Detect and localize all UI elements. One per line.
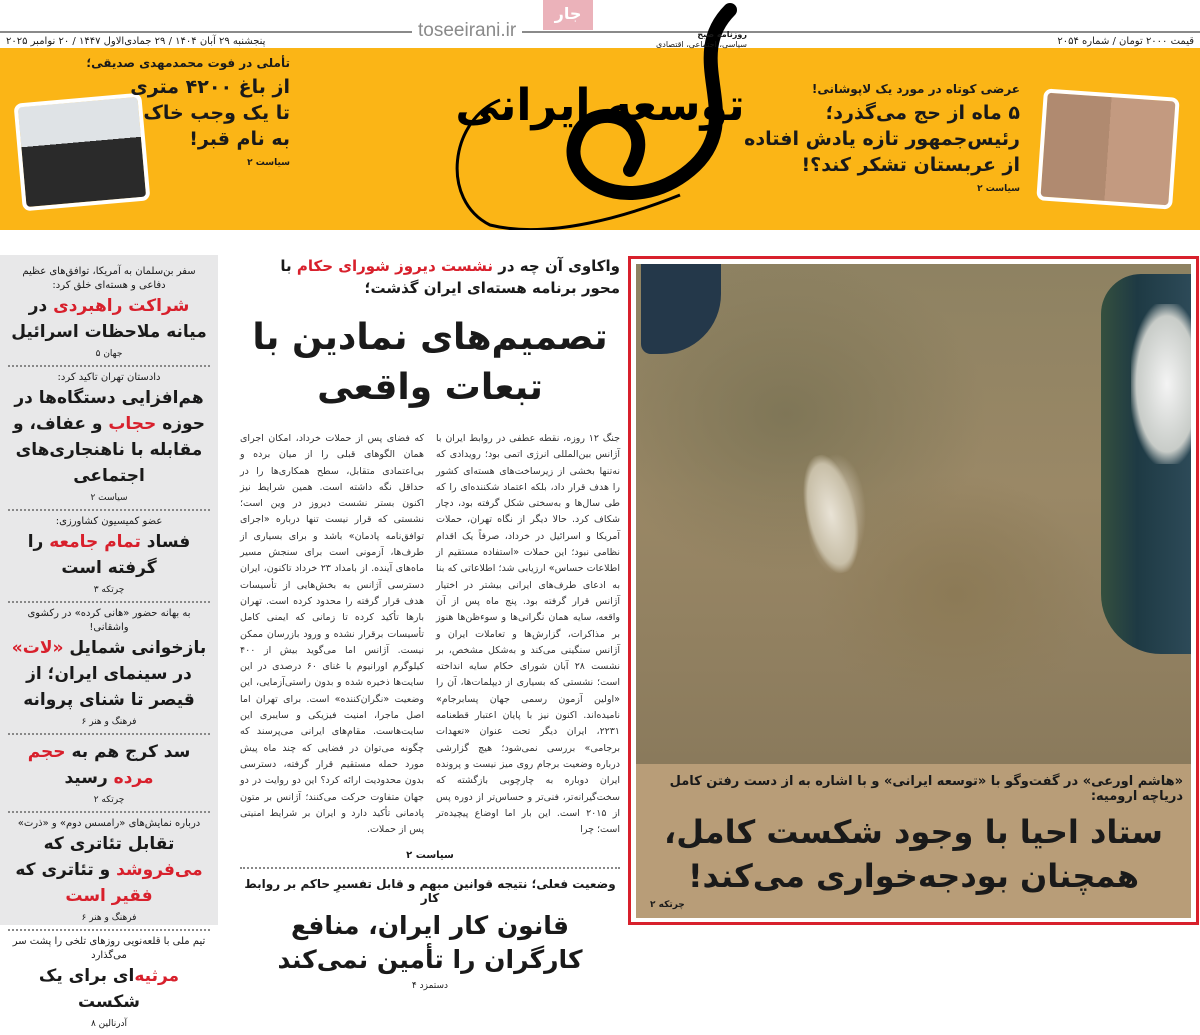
highlight-text: شراکت راهبردی xyxy=(53,296,190,316)
sidebar-section: آدرنالین ۸ xyxy=(90,1019,128,1029)
logo-text: توسعه ایرانی xyxy=(455,80,745,131)
highlight-text: حجاب xyxy=(108,414,157,434)
text: و عفاف، و مقابله با ناهنجاری‌های اجتماعی xyxy=(13,414,203,486)
sidebar-headline xyxy=(8,963,210,1015)
feature-headline[interactable]: ستاد احیا با وجود شکست کامل، همچنان بودجه‌خواری می‌کند! xyxy=(664,813,1163,895)
text: با محور برنامه هسته‌ای ایران گذشت؛ xyxy=(280,257,620,297)
sidebar-kicker: سفر بن‌سلمان به آمریکا، توافق‌های عظیم دفاعی و هسته‌ای خلق کرد: xyxy=(22,266,196,291)
feature-section: چرتکه ۲ xyxy=(650,900,685,910)
highlight-text: تمام جامعه xyxy=(49,532,141,552)
teaser-section: سیاست ۲ xyxy=(247,158,290,168)
sidebar-story[interactable] xyxy=(8,511,210,603)
lake-urmia-image xyxy=(794,450,868,578)
highlight-text: می‌فروشد xyxy=(116,860,203,880)
teaser-kicker: عرضی کوتاه در مورد یک لاپوشانی! xyxy=(811,82,1020,96)
sidebar-story[interactable] xyxy=(8,813,210,931)
sidebar-headline xyxy=(8,739,210,791)
text: در میانه ملاحظات اسرائیل xyxy=(11,296,207,342)
issue-date: پنجشنبه ۲۹ آبان ۱۴۰۴ / ۲۹ جمادی‌الاول ۱۴۴۷ / ۲۰ نوامبر ۲۰۲۵ xyxy=(6,36,266,47)
sidebar-story[interactable] xyxy=(8,261,210,367)
sidebar-section: جهان ۵ xyxy=(95,349,123,359)
article-column-right: جنگ ۱۲ روزه، نقطه عطفی در روابط ایران با آژانس بین‌المللی انرژی اتمی بود؛ رویدادی که نه‌تنها بخشی از زیرساخت‌های هسته‌ای کشور را هدف قرار داد، بلکه اعتماد شکننده‌ای را که طی سال‌ها و به‌سختی شکل گرفته بود، دچار شکاف کرد. حالا دیگر از نگاه تهران، حملات آمریکا و اسرائیل در خرداد، صرفاً یک اقدام نظامی نبود؛ این حملات «استفاده مستقیم از اطلاعات حساس» ارزیابی شد؛ اطلاعاتی که بنا به ادعای طرف‌های ایرانی بیشتر در اختیار آژانس قرار گرفته بود. پنج ماه پس از آن واقعه، سایه همان نگرانی‌ها و سوءظن‌ها هنوز بر مذاکرات، گزارش‌ها و تعاملات ایران و آژانس سنگینی می‌کند و به‌شکل مشخص، بر نشست ۲۸ آبان شورای حکام سایه انداخته است؛ نشستی که بسیاری از دیپلمات‌ها، آن را «اولین آزمون رسمی جهان پسابرجام» نامیده‌اند. اکنون نیز با پایان اعتبار قطعنامه ۲۲۳۱، ایران دیگر تحت عنوان «تعهدات برجامی» بررسی نمی‌شود؛ هیچ گزارشی درباره وضعیت برجام روی میز نیست و پرونده ایران دوباره به چارچوبی بازگشته که سخت‌گیرانه‌تر، فنی‌تر و حساس‌تر از دوره پس از ۲۰۱۵ است. این بار اما اوضاع پیچیده‌تر است؛ چرا xyxy=(436,433,621,836)
highlight-text: نشست دیروز شورای حکام xyxy=(296,257,494,275)
law-kicker: وضعیت فعلی؛ نتیجه قوانین مبهم و قابل تفسیرِ حاکم بر روابط کار xyxy=(244,877,616,906)
sidebar-kicker: دادستان تهران تاکید کرد: xyxy=(57,372,161,383)
text: فساد xyxy=(140,532,191,552)
watermark: جار xyxy=(543,0,593,30)
sidebar-section: چرتکه ۲ xyxy=(93,795,125,805)
highlight-text: مرثیه xyxy=(134,966,180,986)
issue-price-number: قیمت ۲۰۰۰ تومان / شماره ۲۰۵۴ xyxy=(1057,36,1194,47)
highlight-text: فقیر است xyxy=(65,886,153,906)
sidebar-headline xyxy=(8,831,210,909)
sidebar-section: سیاست ۲ xyxy=(90,493,128,503)
text: سد کرج هم به xyxy=(65,742,191,762)
satellite-image xyxy=(636,264,1191,764)
sidebar-section: فرهنگ و هنر ۶ xyxy=(81,913,137,923)
text: را گرفته است xyxy=(27,532,157,578)
main-headline[interactable]: تصمیم‌های نمادین با تبعات واقعی xyxy=(252,317,608,408)
highlight-text: حجم مرده xyxy=(27,742,154,788)
sidebar xyxy=(0,255,218,1029)
law-section: دستمزد ۴ xyxy=(411,981,449,992)
cloud-image xyxy=(1131,304,1191,464)
teaser-headline: از باغ ۴۲۰۰ متری تا یک وجب خاک به نام قبر! xyxy=(130,76,290,150)
text: و تئاتری که xyxy=(15,860,117,880)
sidebar-headline xyxy=(8,293,210,345)
sidebar-kicker: به بهانه حضور «هانی کرده» در رکشوی واشقانی! xyxy=(27,608,191,633)
teaser-left[interactable] xyxy=(86,56,290,168)
sidebar-story[interactable] xyxy=(8,603,210,735)
sidebar-headline xyxy=(8,385,210,489)
main-kicker xyxy=(240,255,620,299)
text: واکاوی آن چه در xyxy=(493,257,620,275)
sidebar-kicker: درباره نمایش‌های «رامسس دوم» و «ذرت» xyxy=(17,818,201,829)
sidebar-story[interactable] xyxy=(8,931,210,1035)
teaser-section: سیاست ۲ xyxy=(977,184,1020,194)
sidebar-kicker: تیم ملی با قلعه‌نویی روزهای تلخی را پشت سر می‌گذارد xyxy=(12,936,206,961)
sidebar-headline xyxy=(8,635,210,713)
text: بازخوانی شمایل xyxy=(63,638,207,658)
teaser-kicker: تأملی در فوت محمدمهدی صدیقی؛ xyxy=(86,56,290,70)
main-section: سیاست ۲ xyxy=(240,850,620,869)
law-headline[interactable]: قانون کار ایران، منافع کارگران را تأمین نمی‌کند xyxy=(277,911,583,975)
text: تقابل تئاتری که xyxy=(43,834,175,854)
lake-image xyxy=(641,264,721,354)
feature-story xyxy=(628,256,1199,925)
main-story xyxy=(240,255,620,991)
text: ‌ای برای یک شکست xyxy=(38,966,140,1012)
text: هم‌افزایی دستگاه‌ها در حوزه xyxy=(14,388,205,434)
teaser-right[interactable] xyxy=(744,82,1020,194)
sidebar-story[interactable] xyxy=(8,735,210,813)
teaser-headline: ۵ ماه از حج می‌گذرد؛ رئیس‌جمهور تازه یادش افتاده از عربستان تشکر کند؟! xyxy=(744,102,1020,176)
article-body xyxy=(240,431,620,838)
sidebar-section: فرهنگ و هنر ۶ xyxy=(81,717,137,727)
feature-caption xyxy=(636,764,1191,918)
leaders-photo xyxy=(1036,88,1179,209)
feature-kicker: «هاشم اورعی» در گفت‌وگو با «توسعه ایرانی» و با اشاره به از دست رفتن کامل دریاچه ارومیه: xyxy=(669,774,1183,804)
text: رسید xyxy=(64,768,114,788)
highlight-text: «لات» xyxy=(11,638,64,658)
text: در سینمای ایران؛ از قیصر تا شنای پروانه xyxy=(23,664,195,710)
sidebar-kicker: عضو کمیسیون کشاورزی: xyxy=(55,516,163,527)
sidebar-section: چرتکه ۳ xyxy=(93,585,125,595)
article-column-left: که فضای پس از حملات خرداد، امکان اجرای همان الگوهای قبلی را از میان برده و بی‌اعتمادی متقابل، سطح همکاری‌ها را در حداقل نگه داشته است. همین شرایط نیز اکنون بستر نشست دیروز در وین است؛ نشستی که قرار نیست تنها درباره «اجرای توافق‌نامه پادمان» باشد و برای بسیاری از طرف‌ها، آزمونی است برای سنجش مسیر ماه‌های آینده. از بامداد ۲۳ خرداد تاکنون، ایران دسترسی آژانس به بخش‌هایی از تأسیسات هدف قرار گرفته را محدود کرده است. تهران بارها تأکید کرده تا زمانی که ایمنی کامل تأسیسات برقرار نشده و ورود بازرسان ممکن نیست. آژانس اما می‌گوید بیش از ۴۰۰ کیلوگرم اورانیوم با غنای ۶۰ درصدی در این سایت‌ها ذخیره شده و بدون راستی‌آزمایی، این وضعیت «نگران‌کننده» است. برای تهران اما اصل ماجرا، امنیت فیزیکی و سایبری این سایت‌هاست. مقام‌های ایرانی می‌پرسند که چگونه می‌توان در فضایی که چند ماه پیش مورد حمله مستقیم قرار گرفته، دسترسی بدون محدودیت ارائه کرد؟ این دو روایت در دو جهان متفاوت حرکت می‌کنند؛ آژانس بر متون پادمانی تأکید دارد و ایران بر شرایط امنیتی پس از حملات. xyxy=(240,433,424,836)
tagline: روزنامه صبح سیاسی، اجتماعی، اقتصادی xyxy=(656,30,747,49)
site-url[interactable]: toseeirani.ir xyxy=(412,20,522,42)
sidebar-story[interactable] xyxy=(8,367,210,511)
sidebar-headline xyxy=(8,529,210,581)
